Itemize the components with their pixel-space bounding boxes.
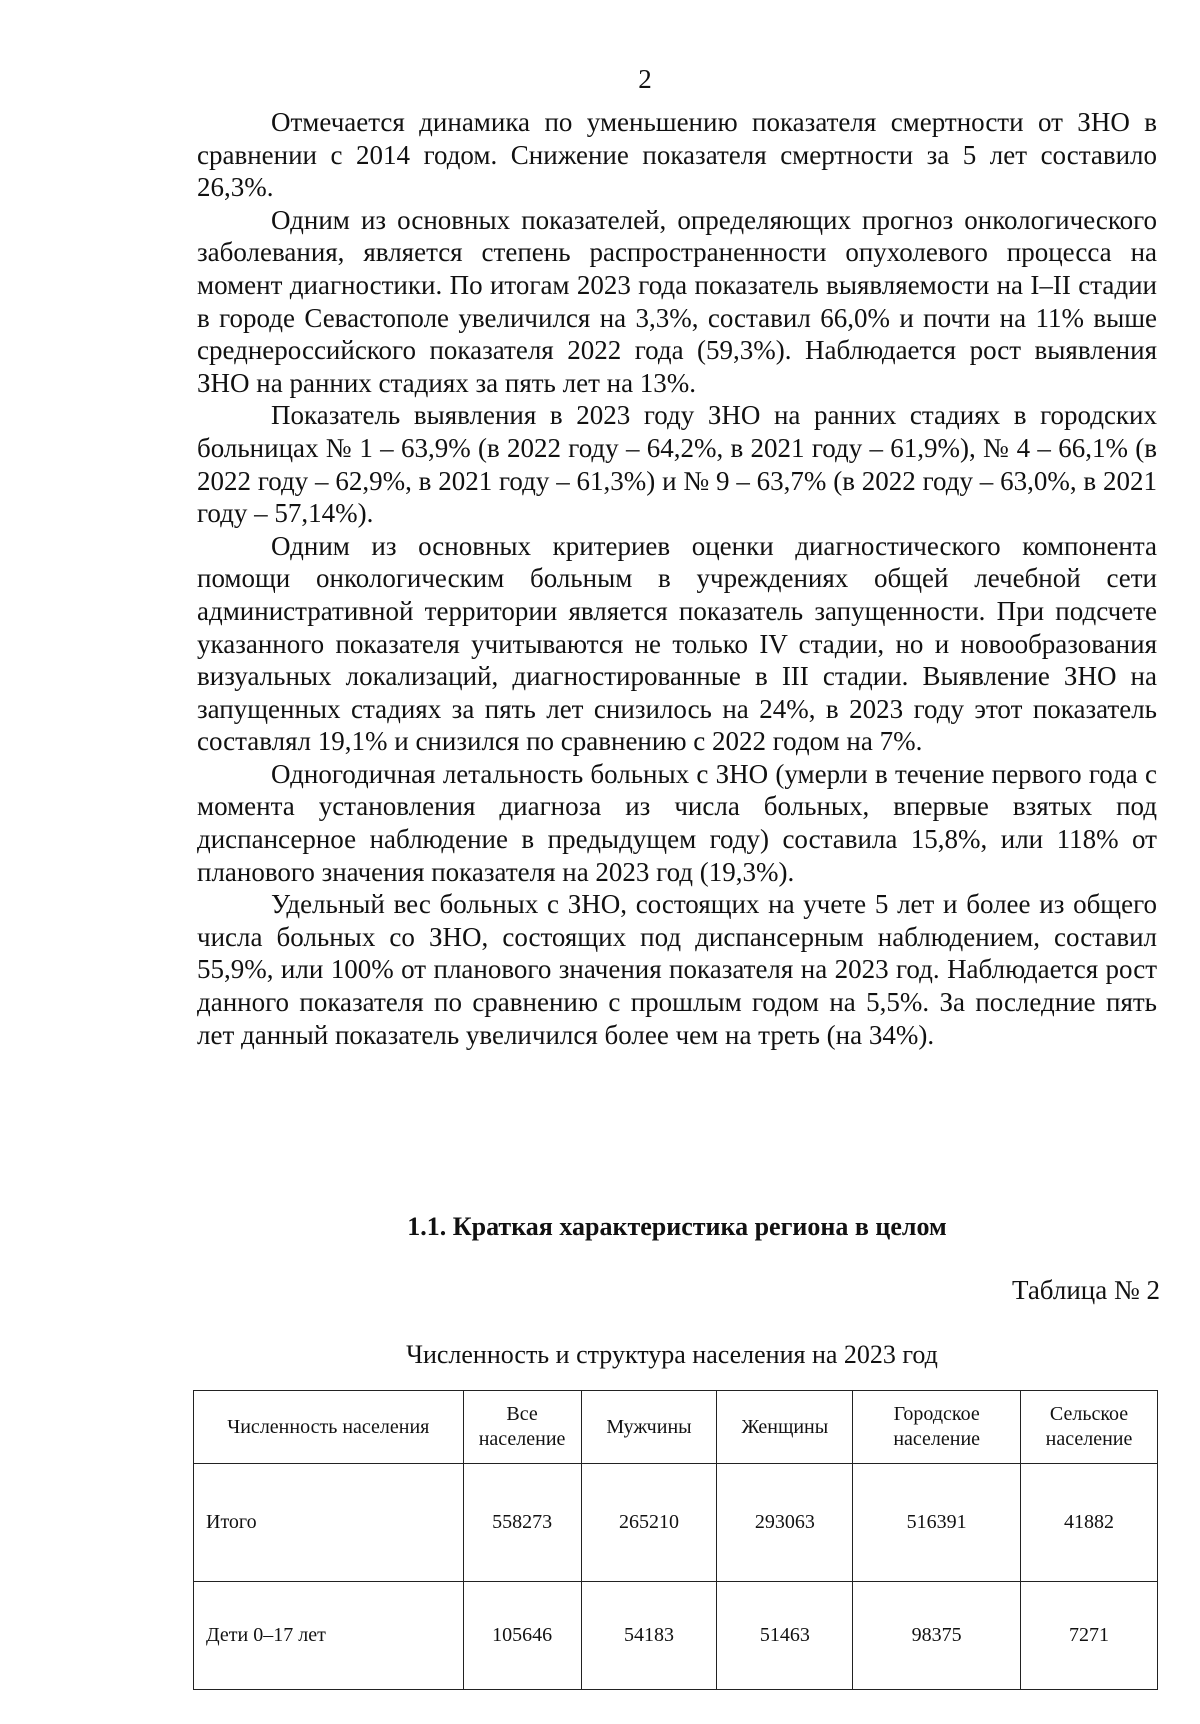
cell-total-population: 558273 [463,1464,581,1582]
table-header-row [194,1391,1158,1464]
page-number: 2 [638,64,652,94]
row-label: Дети 0–17 лет [194,1582,464,1690]
paragraph-early-detection: Одним из основных показателей, определяющих прогноз онкологического заболевания, является степень распространенности опухолевого процесса на момент диагностики. По итогам 2023 года показатель выявляемости на I–II стадии в городе Севастополе увеличился на 3,3%, составил 66,0% и почти на 11% выше среднероссийского показателя 2022 года (59,3%). Наблюдается рост выявления ЗНО на ранних стадиях за пять лет на 13%. [197,204,1157,398]
table-label: Таблица № 2 [1012,1275,1160,1305]
header-rural: Сельское население [1021,1391,1158,1464]
paragraph-one-year-lethality: Одногодичная летальность больных с ЗНО (умерли в течение первого года с момента установления диагноза из числа больных, впервые взятых под диспансерное наблюдение в предыдущем году) составила 15,8%, или 118% от планового значения показателя на 2023 год (19,3%). [197,758,1157,887]
cell-women: 51463 [717,1582,853,1690]
cell-total-population: 105646 [463,1582,581,1690]
header-urban: Городское население [853,1391,1021,1464]
population-table [193,1390,1158,1690]
cell-men: 54183 [581,1582,717,1690]
row-label: Итого [194,1464,464,1582]
paragraph-five-year-share: Удельный вес больных с ЗНО, состоящих на учете 5 лет и более из общего числа больных со ЗНО, состоящих под диспансерным наблюдением, составил 55,9%, или 100% от планового значения показателя на 2023 год. Наблюдается рост данного показателя по сравнению с прошлым годом на 5,5%. За последние пять лет данный показатель увеличился более чем на треть (на 34%). [197,889,1157,1050]
header-total-population: Все население [463,1391,581,1464]
header-women: Женщины [717,1391,853,1464]
paragraph-hospital-detection: Показатель выявления в 2023 году ЗНО на ранних стадиях в городских больницах № 1 – 63,9% (в 2022 году – 64,2%, в 2021 году – 61,9%), № 4 – 66,1% (в 2022 году – 62,9%, в 2021 году – 61,3%) и № 9 – 63,7% (в 2022 году – 63,0%, в 2021 году – 57,14%). [197,400,1157,529]
header-population: Численность населения [194,1391,464,1464]
table-row [194,1582,1158,1690]
header-men: Мужчины [581,1391,717,1464]
cell-men: 265210 [581,1464,717,1582]
body-text [197,106,1157,1051]
table-row [194,1464,1158,1582]
cell-urban: 98375 [853,1582,1021,1690]
cell-urban: 516391 [853,1464,1021,1582]
paragraph-advanced-stages: Одним из основных критериев оценки диагностического компонента помощи онкологическим больным в учреждениях общей лечебной сети административной территории является показатель запущенности. При подсчете указанного показателя учитываются не только IV стадии, но и новообразования визуальных локализаций, диагностированные в III стадии. Выявление ЗНО на запущенных стадиях за пять лет снизилось на 24%, в 2023 году этот показатель составлял 19,1% и снизился по сравнению с 2022 годом на 7%. [197,530,1157,757]
section-heading: 1.1. Краткая характеристика региона в целом [407,1212,947,1241]
cell-rural: 7271 [1021,1582,1158,1690]
cell-rural: 41882 [1021,1464,1158,1582]
table-caption: Численность и структура населения на 2023 год [406,1340,938,1369]
cell-women: 293063 [717,1464,853,1582]
paragraph-mortality: Отмечается динамика по уменьшению показателя смертности от ЗНО в сравнении с 2014 годом. Снижение показателя смертности за 5 лет составило 26,3%. [197,107,1157,203]
